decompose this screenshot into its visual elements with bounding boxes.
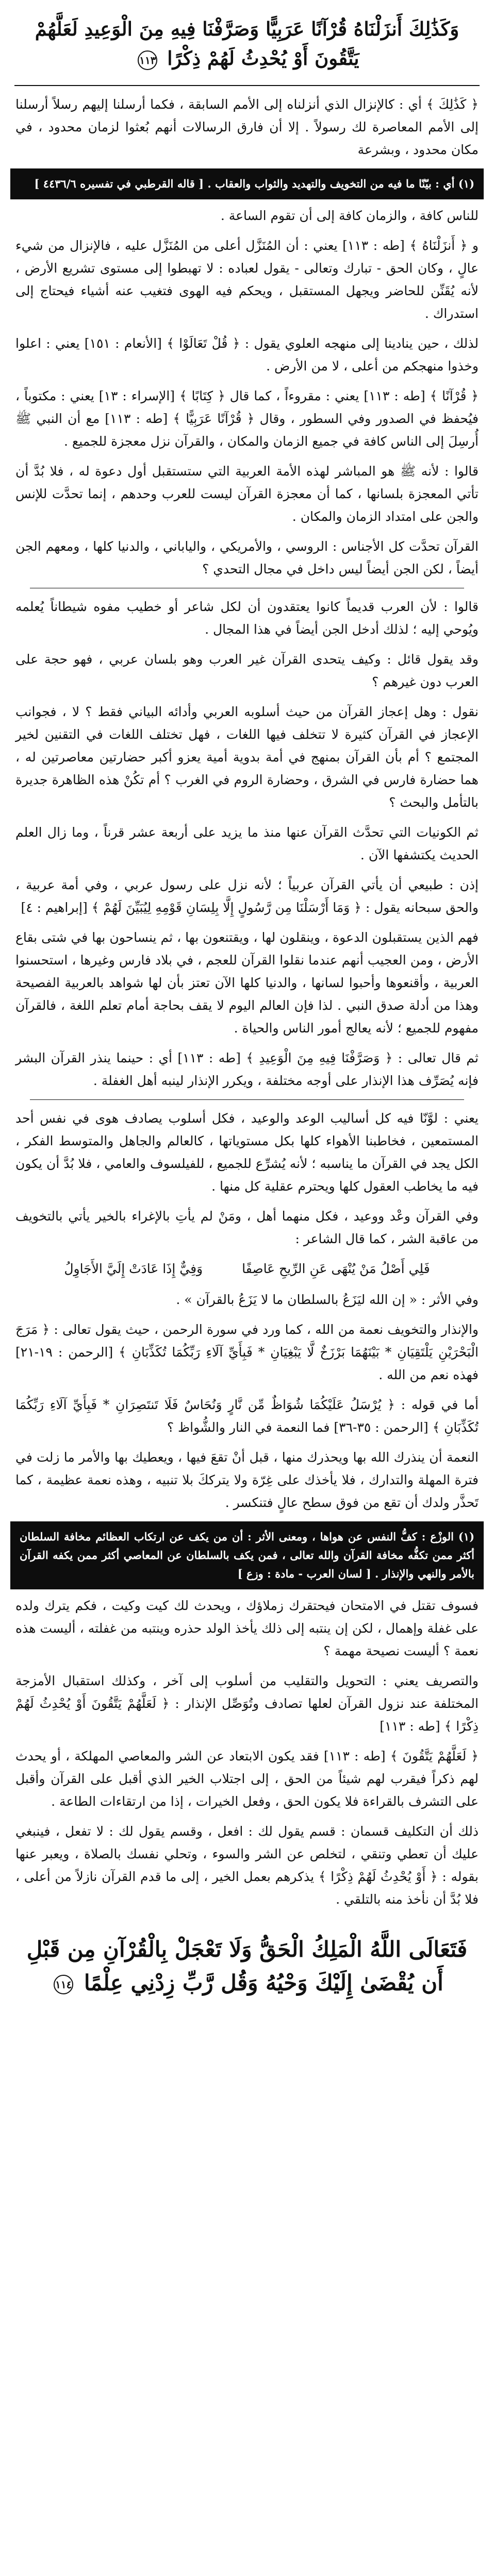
- commentary-paragraph: قالوا : لأنه ﷺ هو المباشر لهذه الأمة العربية التي ستستقبل أول دعوة له ، فلا بُدَّ أن تأتي المعجزة بلسانها ، كما أن معجزة القرآن ليست للعرب وحدهم ، إنما تحدَّت للإنس والجن على امتداد الزمان والمكان .: [15, 463, 479, 524]
- poem-hemistich-first: فَلِي أَصْلُ مَنْ يُنْهَى عَنِ الرِّيحِ عَاصِفًا: [242, 1261, 430, 1276]
- commentary-paragraph: للناس كافة ، والزمان كافة إلى أن تقوم الساعة .: [220, 208, 479, 223]
- commentary-paragraph: لذلك ، حين ينادينا إلى منهجه العلوي يقول : ﴿ قُلْ تَعَالَوْا ﴾ [الأنعام : ١٥١] يعني : اعلوا وخذوا منهجكم من أعلى ، لا من الأرض .: [15, 335, 479, 374]
- commentary-paragraph: وفي القرآن وعْد ووعيد ، فكل منهما أهل ، ومَنْ لم يأتِ بالإغراء بالخير يأتي بالتخويف من عاقبة الشر ، كما قال الشاعر :: [15, 1208, 479, 1246]
- commentary-paragraph: يعني : لوَّنّا فيه كل أساليب الوعد والوعيد ، فكل أسلوب يصادف هوى في نفس أحد المستمعين ، فخاطبنا الأهواء كلها بكل مستوياتها ، كالعالم والجاهل والمتوسط الفكر ، الكل يجد في القرآن ما يناسبه ؛ لأنه يُشرِّع للجميع ، للفيلسوف والعامي ، فلا بُدَّ أن يكون فيه ما يخاطب العقول كلها ويحترم عقلية كل منها .: [15, 1110, 479, 1194]
- footnote-2: (١) الوزْع : كفُّ النفس عن هواها ، ومعنى الأثر : أن من يكف عن ارتكاب العظائم مخافة السلطان أكثر ممن تكفُّه مخافة القرآن والله تعالى ، فمن يكف بالسلطان عن المعاصي أكثر ممن يكفه القرآن بالأمر والنهي والإنذار . [ لسان العرب - مادة : وزع ]: [10, 1521, 484, 1589]
- commentary-paragraph: أما في قوله : ﴿ يُرْسَلُ عَلَيْكُمَا شُوَاظٌ مِّن نَّارٍ وَنُحَاسٌ فَلَا تَنتَصِرَانِ * فَبِأَيِّ آلَاءِ رَبِّكُمَا تُكَذِّبَانِ ﴾ [الرحمن : ٣٥-٣٦] فما النعمة في النار والشُّواظ ؟: [15, 1397, 479, 1435]
- divider: [14, 85, 480, 86]
- footnote-1: (١) أي : بيّنّا ما فيه من التخويف والتهديد والثواب والعقاب . [ قاله القرطبي في تفسيره ٤٤٣٦/٦ ]: [10, 168, 484, 199]
- commentary-paragraph: ﴿ قُرْآنًا ﴾ [طه : ١١٣] يعني : مقروءاً ، كما قال ﴿ كِتَابًا ﴾ [الإسراء : ١٣] يعني : مكتوباً ، فيُحفظ في الصدور وفي السطور ، وقال ﴿ قُرْآنًا عَرَبِيًّا ﴾ [طه : ١١٣] مع أن النبي ﷺ أُرسِلَ إلى الناس كافة في جميع الزمان والمكان ، والقرآن نزل معجزة للجميع .: [15, 388, 479, 449]
- closing-verse-banner: [14, 1923, 480, 2009]
- commentary-paragraph: نقول : وهل إعجاز القرآن من حيث أسلوبه العربي وأدائه البياني فقط ؟ لا ، فجوانب الإعجاز في القرآن كثيرة لا تتخلف فيها اللغات ، فهل تختلف اللغات في التقنين لخير المجتمع ؟ أم بأن القرآن بمنهج في أمة بدوية أمية يعزو أكبر حضارتين معاصرتين له ، هما حضارة فارس في الشرق ، وحضارة الروم في الغرب ؟ أم تكُنْ هذه الظاهرة جديرة بالتأمل والبحث ؟: [15, 704, 479, 810]
- commentary-paragraph: ﴿ لَعَلَّهُمْ يَتَّقُونَ ﴾ [طه : ١١٣] فقد يكون الابتعاد عن الشر والمعاصي المهلكة ، أو يحدث لهم ذكراً فيقرب لهم شيئاً من الحق ، إلى اجتلاب الخير الذي أقبل على القرآن وأقبل على التشرف بالقراءة فلا يكون الحق ، وفعل الخيرات ، إذا من ارتقاءات الطاعة .: [15, 1748, 479, 1809]
- opening-verse-banner: [14, 9, 480, 78]
- intro-paragraph: ﴿ كَذَٰلِكَ ﴾ أي : كالإنزال الذي أنزلناه إلى الأمم السابقة ، فكما أرسلنا إليهم رسلاً أرسلنا إلى الأمم المعاصرة لك رسولاً . إلا أن فارق الرسالات أنهم بُعثوا لزمان محدود ، في مكان محدود ، وبشرعة: [15, 96, 479, 157]
- verse-number-badge: ١١٤: [54, 1975, 73, 1994]
- verse-number-badge: ١١٣: [138, 50, 157, 70]
- commentary-paragraph: فسوف تقتل في الامتحان فيحتقرك زملاؤك ، ويحدث لك كيت وكيت ، فكم يترك ولده على غفلة وإهمال ، لكن إن ينتبه إلى ذلك يأخذ الولد حذره وينتبه من غفلته ، أليست هذه نعمة ؟ أليست نصيحة مهمة ؟: [15, 1598, 479, 1658]
- commentary-paragraph: وقد يقول قائل : وكيف يتحدى القرآن غير العرب وهو بلسان عربي ، فهو حجة على العرب دون غيرهم ؟: [15, 651, 479, 689]
- poem-verse: [15, 1258, 479, 1280]
- commentary-paragraph: فهم الذين يستقبلون الدعوة ، وينقلون لها ، ويقتنعون بها ، ثم ينساحون بها في شتى بقاع الأرض ، ومن العجيب أنهم عندما نقلوا القرآن للعجم ، في بلاد فارس وغيرها ، استحسنوا العربية ، وأقنعوها وأحبوا لسانها ، والدنيا كلها الآن تعتز بأن لها شواهد بالعربية الفصيحة وهذا من أدلة صدق النبي . لذا فإن العالم اليوم لا يقف بحاجة أمام تعلم اللغة ، فالقرآن مفهوم للجميع ؛ لأنه يعالج أمور الناس والحياة .: [15, 929, 479, 1036]
- commentary-body: [0, 205, 494, 1514]
- commentary-body-continued: [0, 1595, 494, 1911]
- opening-verse-text: وَكَذَٰلِكَ أَنزَلْنَاهُ قُرْآنًا عَرَبِيًّا وَصَرَّفْنَا فِيهِ مِنَ الْوَعِيدِ لَعَلَّهُمْ يَتَّقُونَ أَوْ يُحْدِثُ لَهُمْ ذِكْرًا: [35, 18, 459, 70]
- commentary-paragraph: و ﴿ أَنزَلْنَاهُ ﴾ [طه : ١١٣] يعني : أن المُنَزَّل أعلى من المُنَزَّل عليه ، فالإنزال من شيء عالٍ ، وكان الحق - تبارك وتعالى - يقول لعباده : لا تهبطوا إلى مستوى تشريع الأرض ، لأنه يُقَنِّن للحاضر ويجهل المستقبل ، ويحكم فيه الهوى فتغيب عنه أشياء فيحتاج إلى استدراك .: [15, 238, 479, 321]
- poem-hemistich-second: وَفِيٌّ إِذَا عَادَتْ إِلَيَّ الأَجَاوِلُ: [64, 1261, 203, 1276]
- commentary-paragraph: قالوا : لأن العرب قديماً كانوا يعتقدون أن لكل شاعر أو خطيب مفوه شيطاناً يُعلمه ويُوحي إليه ؛ لذلك أدخل الجن أيضاً في هذا المجال .: [15, 599, 479, 637]
- commentary-paragraph: إذن : طبيعي أن يأتي القرآن عربياً ؛ لأنه نزل على رسول عربي ، وفي أمة عربية ، والحق سبحانه يقول : ﴿ وَمَا أَرْسَلْنَا مِن رَّسُولٍ إِلَّا بِلِسَانِ قَوْمِهِ لِيُبَيِّنَ لَهُمْ ﴾ [إبراهيم : ٤]: [15, 877, 479, 915]
- commentary-paragraph: وفي الأثر : « إن الله ليَزَعُ بالسلطان ما لا يَزَعُ بالقرآن » .: [176, 1292, 479, 1307]
- divider: [30, 1099, 464, 1100]
- commentary-paragraph: ثم قال تعالى : ﴿ وَصَرَّفْنَا فِيهِ مِنَ الْوَعِيدِ ﴾ [طه : ١١٣] أي : حينما ينذر القرآن البشر فإنه يُصَرِّف هذا الإنذار على أوجه مختلفة ، ويكرر الإنذار لينبه أهل الغفلة .: [15, 1050, 479, 1088]
- commentary-paragraph: ثم الكونيات التي تحدَّث القرآن عنها منذ ما يزيد على أربعة عشر قرناً ، وما زال العلم الحديث يكتشفها الآن .: [15, 824, 479, 862]
- commentary-paragraph: ذلك أن التكليف قسمان : قسم يقول لك : افعل ، وقسم يقول لك : لا تفعل ، فينبغي عليك أن تعطي وتنقي ، لتخلص عن الشر والسوء ، وتحلي نفسك بالصلاة ، ويعبر عنها بقوله : ﴿ أَوْ يُحْدِثُ لَهُمْ ذِكْرًا ﴾ يذكرهم بعمل الخير ، إلى ما قدم القرآن نازلاً من أعلى ، فلا بُدَّ أن نأخذ منه بالتلقي .: [15, 1823, 479, 1907]
- commentary-paragraph: والإنذار والتخويف نعمة من الله ، كما ورد في سورة الرحمن ، حيث يقول تعالى : ﴿ مَرَجَ الْبَحْرَيْنِ يَلْتَقِيَانِ * بَيْنَهُمَا بَرْزَخٌ لَّا يَبْغِيَانِ * فَبِأَيِّ آلَاءِ رَبِّكُمَا تُكَذِّبَانِ ﴾ [الرحمن : ١٩-٢١] فهذه نعم من الله .: [15, 1321, 479, 1382]
- commentary-paragraph: النعمة أن ينذرك الله بها ويحذرك منها ، قبل أنْ تقعَ فيها ، ويعطيك بها والأمر ما زلت في فترة المهلة والتدارك ، فلا يأخذك على غِرّة ولا يترككَ بلا تنبيه ، وهذه نعمة عظيمة ، كما تَحذَّر ولدك أن تقع من فوق سطح عالٍ فتنكسر .: [15, 1449, 479, 1510]
- commentary-paragraph: القرآن تحدَّت كل الأجناس : الروسي ، والأمريكي ، والياباني ، والدنيا كلها ، ومعهم الجن أيضاً ، لكن الجن أيضاً ليس داخل في مجال التحدي ؟: [15, 538, 479, 577]
- closing-verse-text: فَتَعَالَى اللَّهُ الْمَلِكُ الْحَقُّ وَلَا تَعْجَلْ بِالْقُرْآنِ مِن قَبْلِ أَن يُقْضَىٰ إِلَيْكَ وَحْيُهُ وَقُل رَّبِّ زِدْنِي عِلْمًا: [26, 1936, 468, 1995]
- commentary-paragraph: والتصريف يعني : التحويل والتقليب من أسلوب إلى آخر ، وكذلك استقبال الأمزجة المختلفة عند نزول القرآن لعلها تصادف وتُوَصِّل الإنذار : ﴿ لَعَلَّهُمْ يَتَّقُونَ أَوْ يُحْدِثُ لَهُمْ ذِكْرًا ﴾ [طه : ١١٣]: [15, 1673, 479, 1734]
